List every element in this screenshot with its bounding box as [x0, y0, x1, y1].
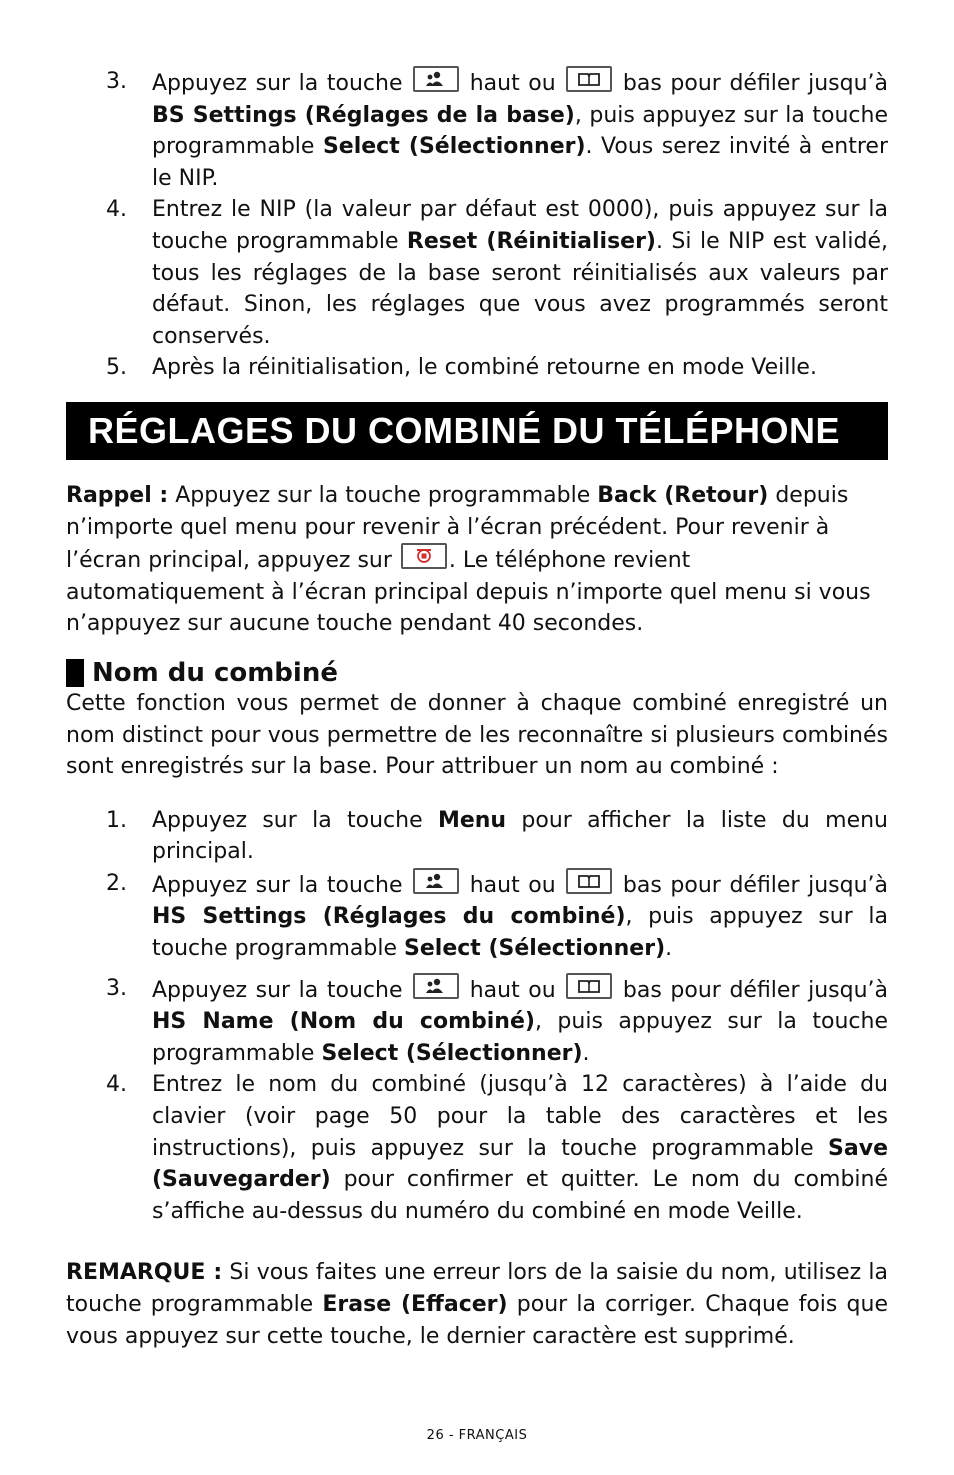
list-item: 3. Appuyez sur la touche haut ou bas pour défiler jusqu’à BS Settings (Réglages de la base), puis appuyez sur la touche programmable Select (Sélectionner). Vous serez invité à entrer le NIP.: [66, 66, 888, 194]
steps-list-top: [66, 66, 888, 384]
step-number: 1.: [106, 807, 127, 833]
list-item: 4. Entrez le NIP (la valeur par défaut est 0000), puis appuyez sur la touche programmable Reset (Réinitialiser). Si le NIP est validé, tous les réglages de la base seront réinitialisés aux valeurs par défaut. Sinon, les réglages que vous avez programmés seront conservés.: [66, 194, 888, 352]
contacts-up-key-icon: [413, 973, 459, 999]
step-number: 4.: [106, 1072, 127, 1098]
rappel-paragraph: Rappel : Appuyez sur la touche programmable Back (Retour) depuis n’importe quel menu pour revenir à l’écran précédent. Pour revenir à l’écran principal, appuyez sur . Le téléphone revient automatiquement à l’écran principal depuis n’importe quel menu si vous n’appuyez sur aucune touche pendant 40 secondes.: [66, 482, 871, 637]
steps-list-bottom: [66, 805, 888, 1228]
note-paragraph: REMARQUE : Si vous faites une erreur lors de la saisie du nom, utilisez la touche programmable Erase (Effacer) pour la corriger. Chaque fois que vous appuyez sur cette touche, le dernier caractère est supprimé.: [66, 1260, 889, 1349]
page-footer: 26 - FRANÇAIS: [426, 1428, 528, 1443]
list-item: 2. Appuyez sur la touche haut ou bas pour défiler jusqu’à HS Settings (Réglages du combiné), puis appuyez sur la touche programmable Select (Sélectionner).: [66, 868, 888, 965]
section-intro: Cette fonction vous permet de donner à chaque combiné enregistré un nom distinct pour vous permettre de les reconnaître si plusieurs combinés sont enregistrés sur la base. Pour attribuer un nom au combiné :: [66, 690, 888, 780]
section-banner-title: RÉGLAGES DU COMBINÉ DU TÉLÉPHONE: [66, 402, 888, 460]
step-number: 3.: [106, 69, 127, 94]
step-number: 4.: [106, 197, 127, 223]
step-number: 2.: [106, 870, 127, 896]
heading-bar-marker: [66, 659, 84, 687]
step-number: 3.: [106, 975, 127, 1001]
book-down-key-icon: [566, 868, 612, 894]
list-item: 1. Appuyez sur la touche Menu pour afficher la liste du menu principal.: [66, 805, 888, 868]
contacts-up-key-icon: [413, 66, 459, 92]
list-item: 5. Après la réinitialisation, le combiné retourne en mode Veille.: [66, 352, 888, 384]
end-call-key-icon: [401, 543, 447, 569]
book-down-key-icon: [566, 973, 612, 999]
step-number: 5.: [106, 355, 127, 381]
book-down-key-icon: [566, 66, 612, 92]
list-item: 3. Appuyez sur la touche haut ou bas pour défiler jusqu’à HS Name (Nom du combiné), puis appuyez sur la touche programmable Select (Sélectionner).: [66, 973, 888, 1070]
list-item: 4. Entrez le nom du combiné (jusqu’à 12 caractères) à l’aide du clavier (voir page 50 pour la table des caractères et les instructions), puis appuyez sur la touche programmable Save (Sauvegarder) pour confirmer et quitter. Le nom du combiné s’affiche au-dessus du numéro du combiné en mode Veille.: [66, 1069, 888, 1227]
page-content: [66, 66, 888, 1352]
contacts-up-key-icon: [413, 868, 459, 894]
section-heading: Nom du combiné: [66, 658, 888, 688]
